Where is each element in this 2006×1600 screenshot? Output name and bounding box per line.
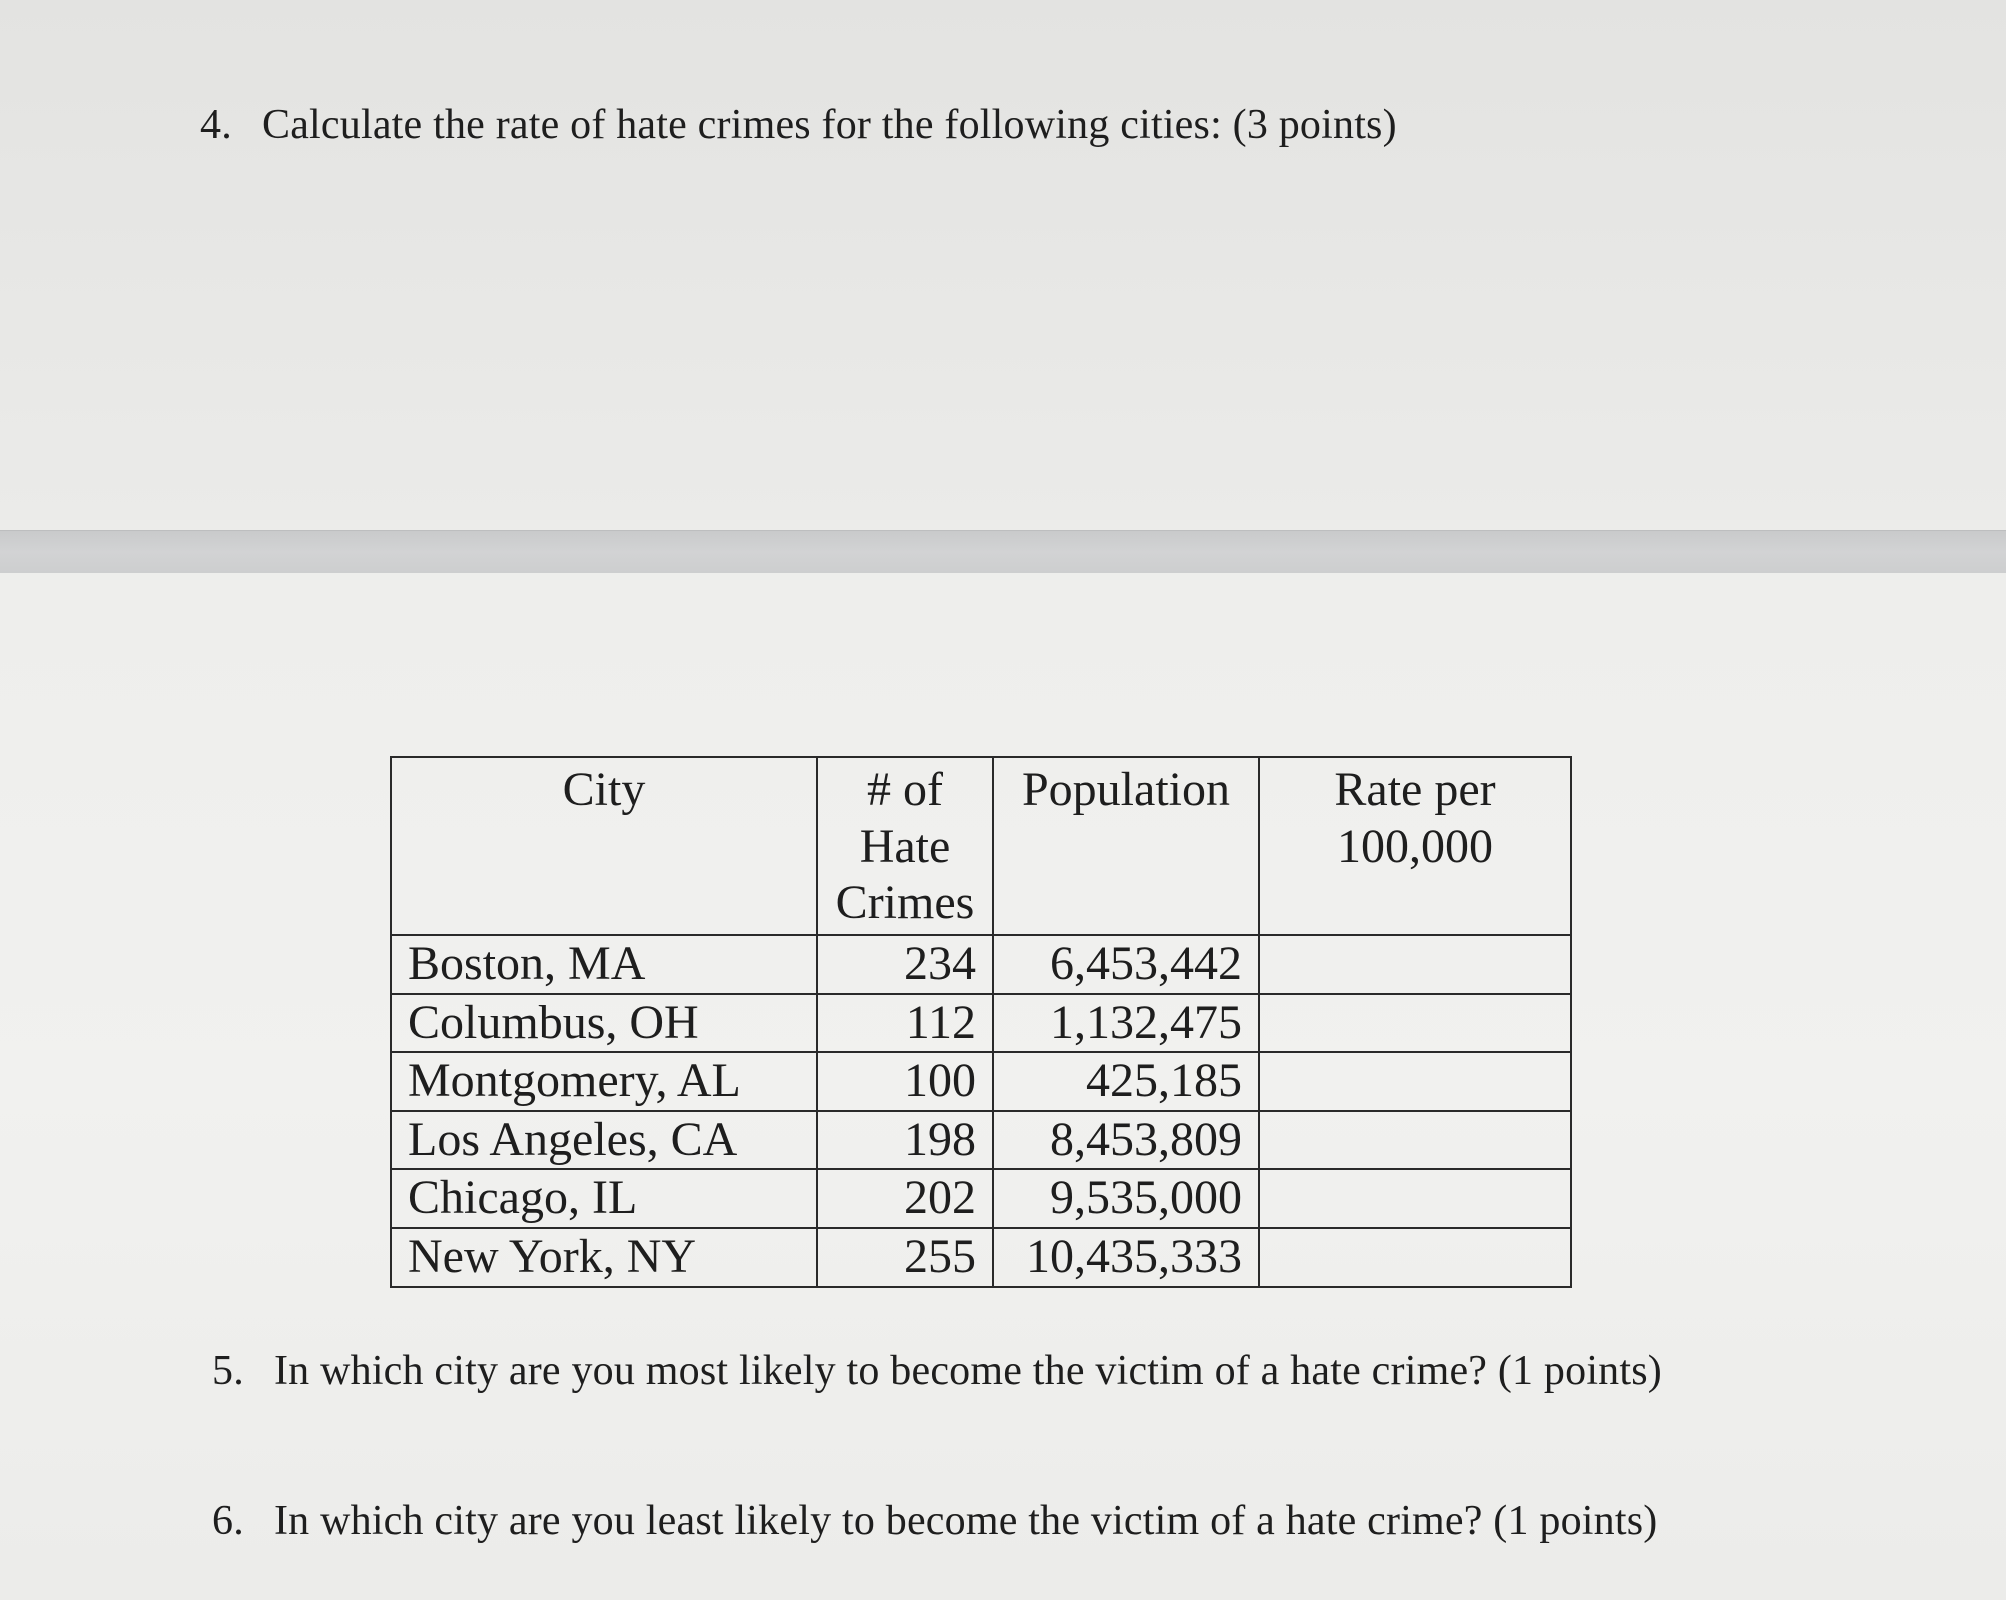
table-row xyxy=(391,1228,1571,1287)
city-cell: Los Angeles, CA xyxy=(391,1111,817,1170)
hate-crimes-cell: 255 xyxy=(817,1228,993,1287)
page-break-divider xyxy=(0,530,2006,574)
city-cell: Chicago, IL xyxy=(391,1169,817,1228)
question-4-text: Calculate the rate of hate crimes for the following cities: (3 points) xyxy=(262,102,1397,148)
city-cell: Montgomery, AL xyxy=(391,1052,817,1111)
question-4 xyxy=(200,104,1397,146)
table-row xyxy=(391,1052,1571,1111)
header-hate-crimes-line-2: Hate xyxy=(859,819,951,873)
rate-cell[interactable] xyxy=(1259,1052,1571,1111)
hate-crimes-cell: 198 xyxy=(817,1111,993,1170)
table-header-row xyxy=(391,757,1571,935)
table-row xyxy=(391,1169,1571,1228)
city-cell: Boston, MA xyxy=(391,935,817,994)
population-cell: 1,132,475 xyxy=(993,994,1259,1053)
table-row xyxy=(391,994,1571,1053)
rate-cell[interactable] xyxy=(1259,1111,1571,1170)
header-city: City xyxy=(391,757,817,935)
rate-cell[interactable] xyxy=(1259,935,1571,994)
header-rate-line-1: Rate per xyxy=(1334,763,1496,816)
hate-crimes-cell: 202 xyxy=(817,1169,993,1228)
header-rate-per-100000 xyxy=(1259,757,1571,935)
city-cell: New York, NY xyxy=(391,1228,817,1287)
hate-crimes-cell: 100 xyxy=(817,1052,993,1111)
table-row xyxy=(391,1111,1571,1170)
hate-crime-rate-table xyxy=(390,756,1572,1288)
question-5-number: 5. xyxy=(212,1348,244,1394)
table-row xyxy=(391,935,1571,994)
question-4-number: 4. xyxy=(200,102,232,148)
rate-cell[interactable] xyxy=(1259,1228,1571,1287)
question-5-text: In which city are you most likely to become the victim of a hate crime? (1 points) xyxy=(274,1348,1662,1394)
page-top-section xyxy=(0,0,2006,520)
header-hate-crimes-line-3: Crimes xyxy=(835,876,975,930)
rate-cell[interactable] xyxy=(1259,1169,1571,1228)
question-6-number: 6. xyxy=(212,1498,244,1544)
question-6 xyxy=(212,1500,1657,1542)
hate-crimes-cell: 234 xyxy=(817,935,993,994)
population-cell: 9,535,000 xyxy=(993,1169,1259,1228)
population-cell: 6,453,442 xyxy=(993,935,1259,994)
city-cell: Columbus, OH xyxy=(391,994,817,1053)
population-cell: 425,185 xyxy=(993,1052,1259,1111)
header-hate-crimes xyxy=(817,757,993,935)
question-5 xyxy=(212,1350,1662,1392)
header-population: Population xyxy=(993,757,1259,935)
population-cell: 10,435,333 xyxy=(993,1228,1259,1287)
header-hate-crimes-line-1: # of xyxy=(867,763,943,816)
header-rate-line-2: 100,000 xyxy=(1337,819,1493,873)
question-6-text: In which city are you least likely to become the victim of a hate crime? (1 points) xyxy=(274,1498,1658,1544)
population-cell: 8,453,809 xyxy=(993,1111,1259,1170)
hate-crimes-cell: 112 xyxy=(817,994,993,1053)
rate-cell[interactable] xyxy=(1259,994,1571,1053)
